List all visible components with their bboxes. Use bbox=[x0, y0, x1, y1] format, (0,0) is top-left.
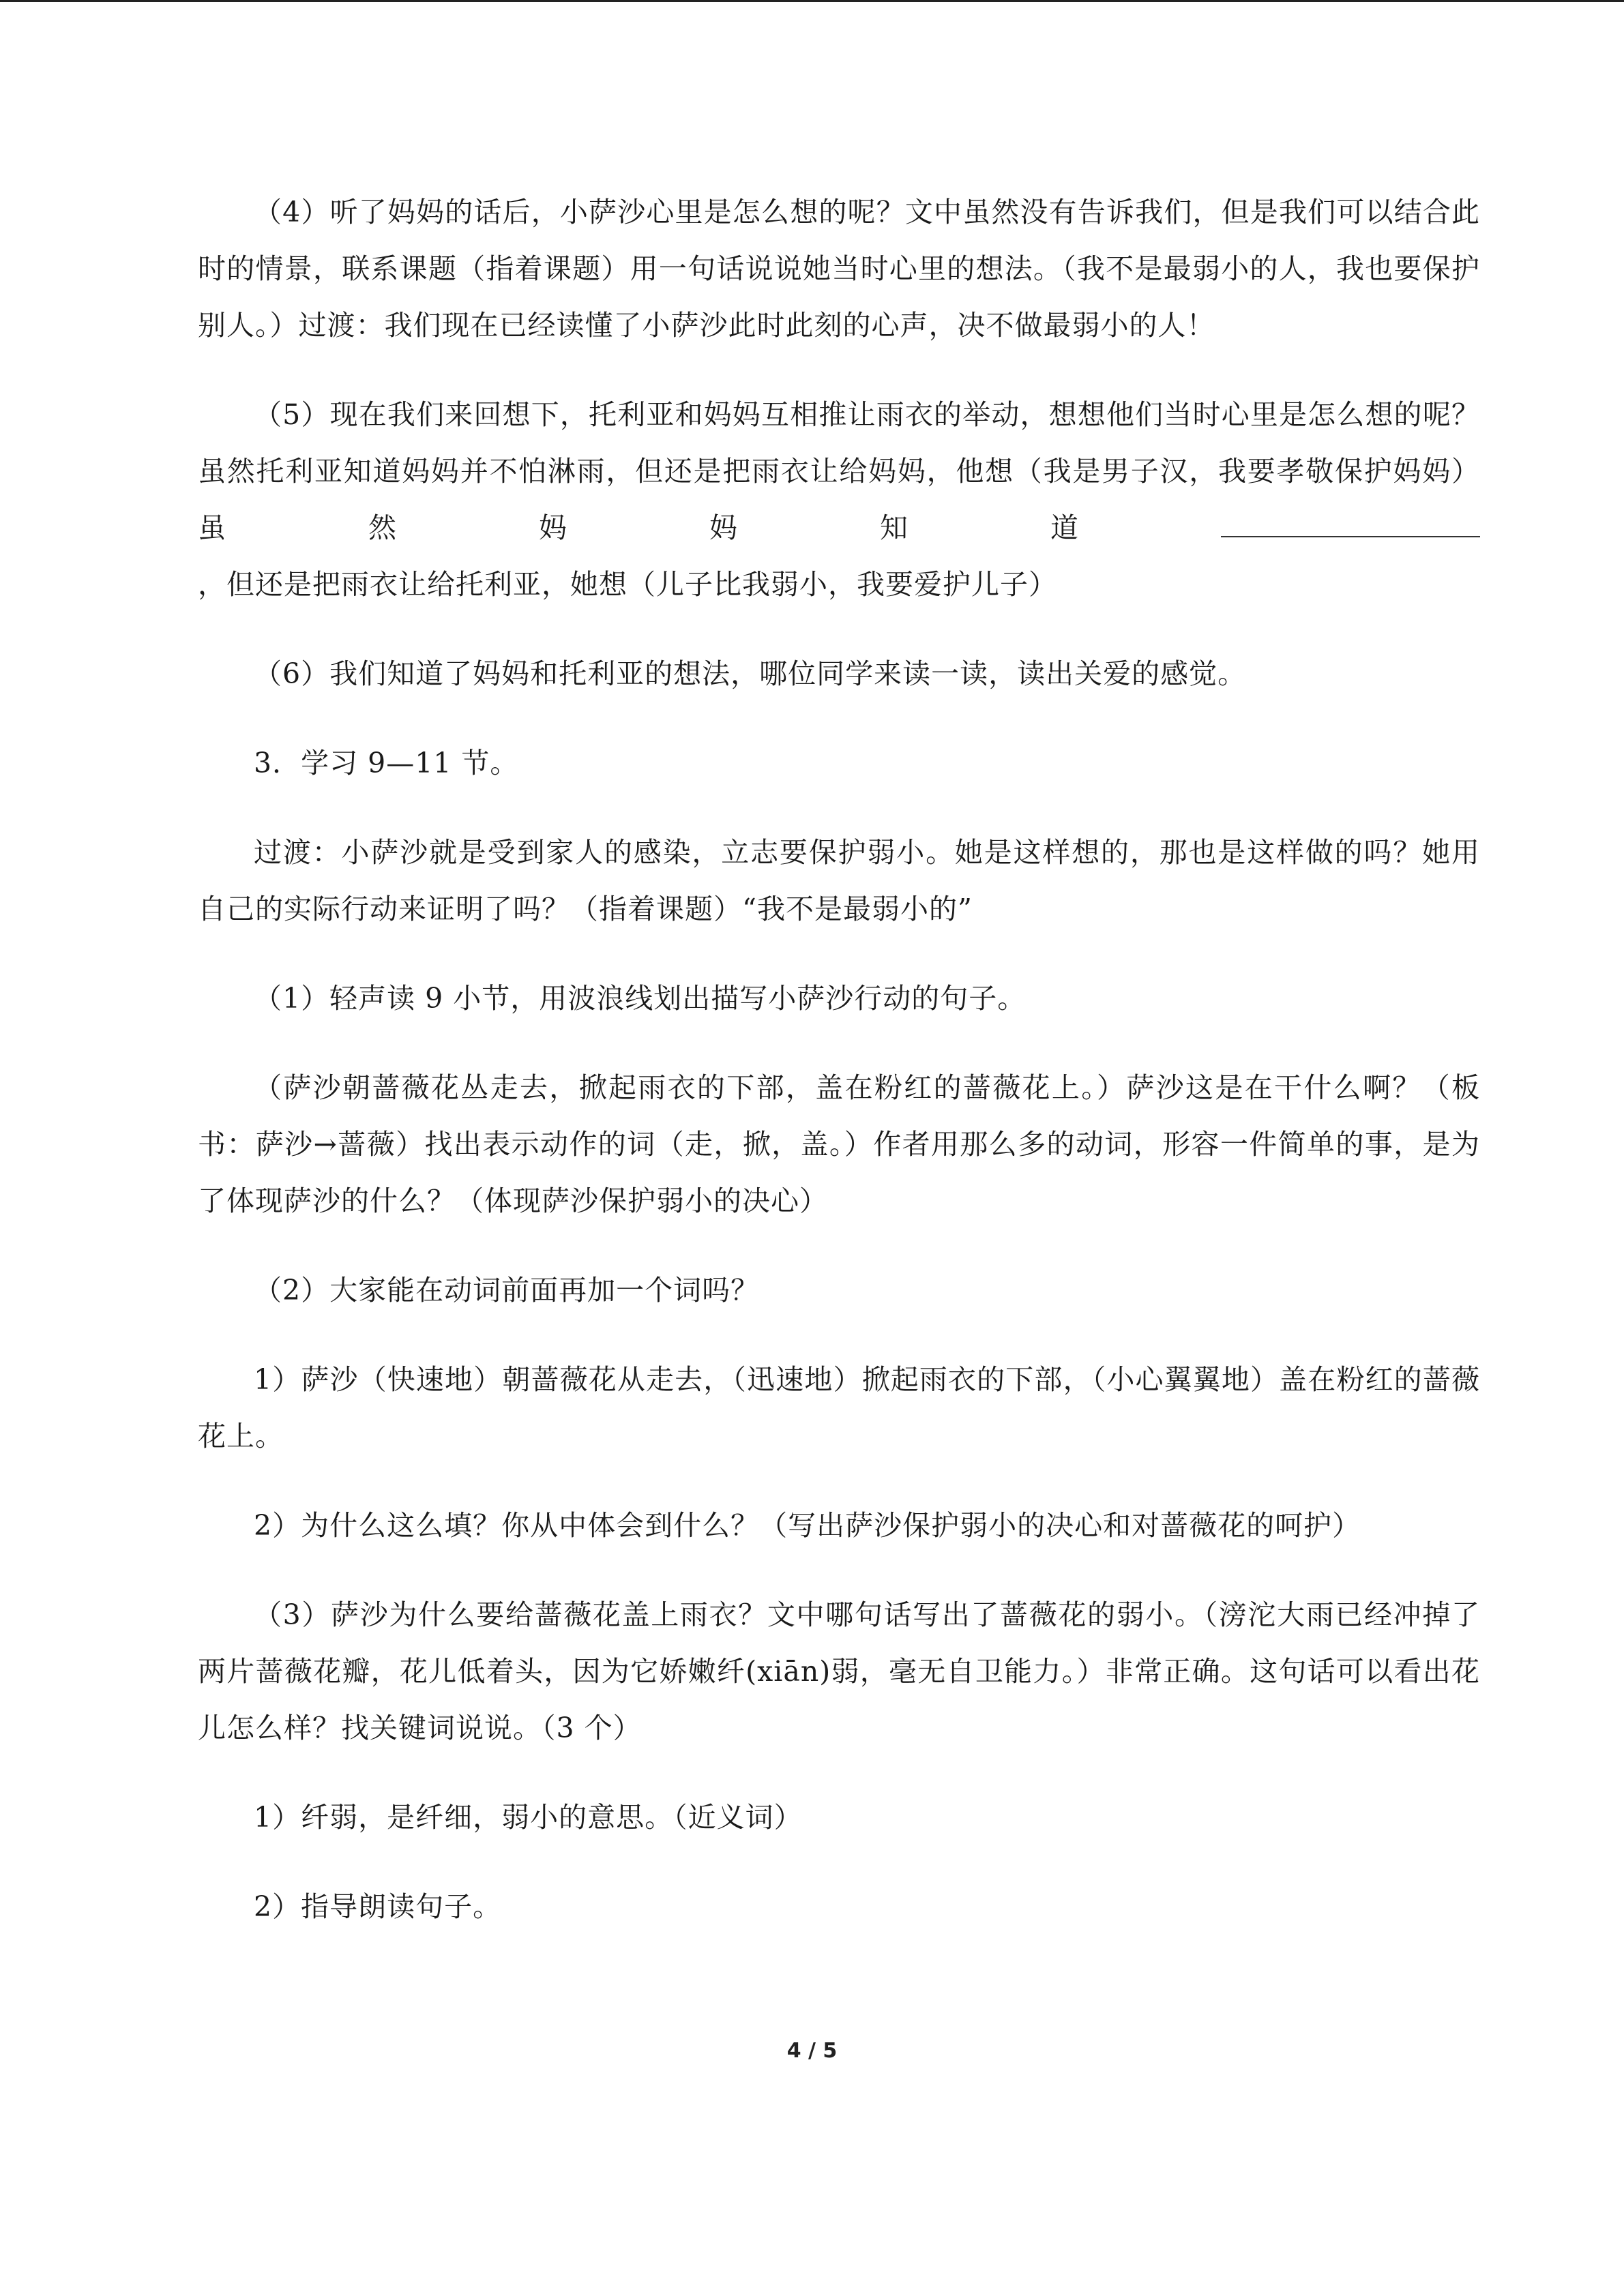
paragraph-item-1b: 1）纤弱，是纤细，弱小的意思。（近义词） bbox=[254, 1801, 803, 1834]
document-body bbox=[198, 184, 1480, 1968]
page-top-border bbox=[0, 0, 1624, 2]
page-number: 4 / 5 bbox=[786, 2039, 838, 2063]
paragraph-q6: （6）我们知道了妈妈和托利亚的想法，哪位同学来读一读，读出关爱的感觉。 bbox=[254, 657, 1247, 690]
paragraph-q5 bbox=[198, 387, 1480, 613]
section-heading-3: 3．学习 9—11 节。 bbox=[254, 747, 519, 779]
paragraph-q4: （4）听了妈妈的话后，小萨沙心里是怎么想的呢？文中虽然没有告诉我们，但是我们可以结合此时的情景，联系课题（指着课题）用一句话说说她当时心里的想法。（我不是最弱小的人，我也要保护别人。）过渡：我们现在已经读懂了小萨沙此时此刻的心声，决不做最弱小的人！ bbox=[198, 196, 1480, 342]
paragraph-q5-after-blank: ，但还是把雨衣让给托利亚，她想（儿子比我弱小，我要爱护儿子） bbox=[198, 568, 1057, 601]
paragraph-sub-3: （3）萨沙为什么要给蔷薇花盖上雨衣？文中哪句话写出了蔷薇花的弱小。（滂沱大雨已经冲掉了两片蔷薇花瓣，花儿低着头，因为它娇嫩纤(xiān)弱，毫无自卫能力。）非常正确。这句话可以看出花儿怎么样？找关键词说说。（3 个） bbox=[198, 1598, 1480, 1744]
paragraph-item-2b: 2）指导朗读句子。 bbox=[254, 1890, 502, 1923]
paragraph-sasha-action: （萨沙朝蔷薇花丛走去，掀起雨衣的下部，盖在粉红的蔷薇花上。）萨沙这是在干什么啊？（板书：萨沙→蔷薇）找出表示动作的词（走，掀，盖。）作者用那么多的动词，形容一件简单的事，是为了体现萨沙的什么？（体现萨沙保护弱小的决心） bbox=[198, 1071, 1480, 1217]
paragraph-transition: 过渡：小萨沙就是受到家人的感染，立志要保护弱小。她是这样想的，那也是这样做的吗？她用自己的实际行动来证明了吗？（指着课题）“我不是最弱小的” bbox=[198, 836, 1480, 925]
paragraph-sub-2: （2）大家能在动词前面再加一个词吗？ bbox=[254, 1274, 760, 1307]
fill-in-blank bbox=[1221, 511, 1480, 537]
paragraph-q5-before-blank: （5）现在我们来回想下，托利亚和妈妈互相推让雨衣的举动，想想他们当时心里是怎么想的呢？虽然托利亚知道妈妈并不怕淋雨，但还是把雨衣让给妈妈，他想（我是男子汉，我要孝敬保护妈妈）虽然妈妈知道 bbox=[198, 398, 1480, 544]
paragraph-item-1a: 1）萨沙（快速地）朝蔷薇花从走去，（迅速地）掀起雨衣的下部，（小心翼翼地）盖在粉红的蔷薇花上。 bbox=[198, 1363, 1480, 1452]
paragraph-sub-1: （1）轻声读 9 小节，用波浪线划出描写小萨沙行动的句子。 bbox=[254, 982, 1027, 1015]
paragraph-item-2a: 2）为什么这么填？你从中体会到什么？（写出萨沙保护弱小的决心和对蔷薇花的呵护） bbox=[254, 1509, 1361, 1542]
